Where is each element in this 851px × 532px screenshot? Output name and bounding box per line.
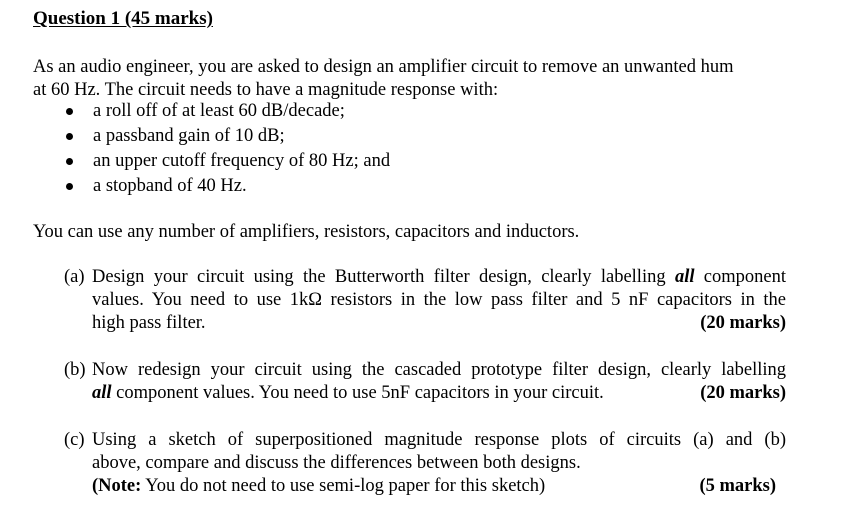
part-b-label: (b) (64, 360, 86, 380)
bullet-icon (66, 108, 73, 115)
list-item: a stopband of 40 Hz. (66, 175, 390, 200)
bullet-icon (66, 133, 73, 140)
bullet-icon (66, 183, 73, 190)
part-b-line-1: Now redesign your circuit using the cascaded prototype filter design, clearly labelling (92, 360, 786, 380)
question-title: Question 1 (45 marks) (33, 8, 213, 29)
part-b-marks: (20 marks) (700, 383, 786, 403)
part-a-line-3: high pass filter. (92, 313, 206, 333)
part-b-line-2: all component values. You need to use 5nF capacitors in your circuit. (92, 383, 604, 403)
part-c-line-2: above, compare and discuss the differences between both designs. (92, 453, 581, 473)
part-c-line-1: Using a sketch of superpositioned magnitude response plots of circuits (a) and (b) (92, 430, 786, 450)
part-a-line-1: Design your circuit using the Butterworth filter design, clearly labelling all component (92, 267, 787, 287)
part-c-marks: (5 marks) (699, 476, 776, 496)
part-b (64, 359, 786, 405)
part-a-line-2: values. You need to use 1kΩ resistors in the low pass filter and 5 nF capacitors in the (92, 290, 786, 310)
intro-paragraph (33, 56, 793, 102)
part-a-label: (a) (64, 267, 85, 287)
allowed-components-text: You can use any number of amplifiers, resistors, capacitors and inductors. (33, 222, 580, 242)
part-a (64, 266, 786, 335)
list-item: a passband gain of 10 dB; (66, 125, 390, 150)
list-item: an upper cutoff frequency of 80 Hz; and (66, 150, 390, 175)
bullet-icon (66, 158, 73, 165)
intro-line-2: at 60 Hz. The circuit needs to have a magnitude response with: (33, 80, 499, 100)
requirements-list (66, 100, 390, 200)
part-c-label: (c) (64, 430, 85, 450)
list-item: a roll off of at least 60 dB/decade; (66, 100, 390, 125)
part-a-marks: (20 marks) (700, 313, 786, 333)
part-c-line-3: (Note: You do not need to use semi-log paper for this sketch) (92, 476, 546, 496)
part-c (64, 429, 786, 498)
intro-line-1: As an audio engineer, you are asked to design an amplifier circuit to remove an unwanted hum (33, 57, 734, 77)
